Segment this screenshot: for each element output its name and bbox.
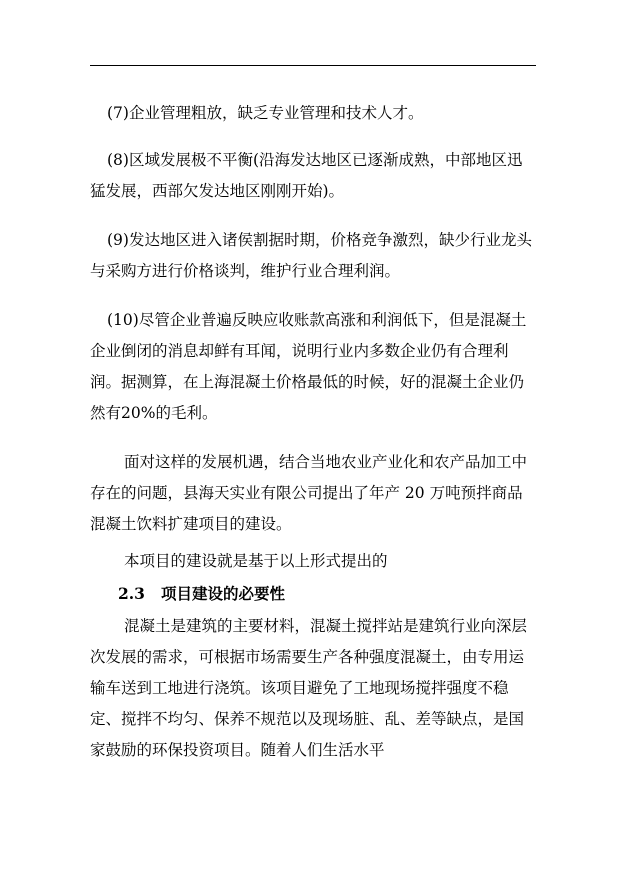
paragraph-opportunity: 面对这样的发展机遇，结合当地农业产业化和农产品加工中存在的问题，县海天实业有限公司提出了年产 20 万吨预拌商品混凝土饮料扩建项目的建设。 (90, 453, 528, 533)
header-rule (90, 65, 536, 66)
paragraph-10: (10)尽管企业普遍反映应收账款高涨和利润低下，但是混凝土企业倒闭的消息却鲜有耳闻，说明行业内多数企业仍有合理利润。据测算，在上海混凝土价格最低的时候，好的混凝土企业仍然有20%的毛利。 (90, 311, 527, 422)
paragraph-7: (7)企业管理粗放，缺乏专业管理和技术人才。 (107, 104, 424, 122)
section-title: 项目建设的必要性 (160, 584, 285, 603)
section-heading (118, 578, 564, 609)
paragraph-necessity: 混凝土是建筑的主要材料，混凝土搅拌站是建筑行业向深层次发展的需求，可根据市场需要生产各种强度混凝土，由专用运输车送到工地进行浇筑。该项目避免了工地现场搅拌强度不稳定、搅拌不均匀、保养不规范以及现场脏、乱、差等缺点，是国家鼓励的环保投资项目。随着人们生活水平 (90, 617, 528, 759)
paragraph-basis: 本项目的建设就是基于以上形式提出的 (124, 552, 388, 570)
section-number: 2.3 (118, 584, 145, 603)
paragraph-9: (9)发达地区进入诸侯割据时期，价格竞争激烈，缺少行业龙头与采购方进行价格谈判，维护行业合理利润。 (90, 231, 532, 280)
paragraph-8: (8)区域发展极不平衡(沿海发达地区已逐渐成熟，中部地区迅猛发展，西部欠发达地区刚刚开始)。 (90, 151, 523, 200)
